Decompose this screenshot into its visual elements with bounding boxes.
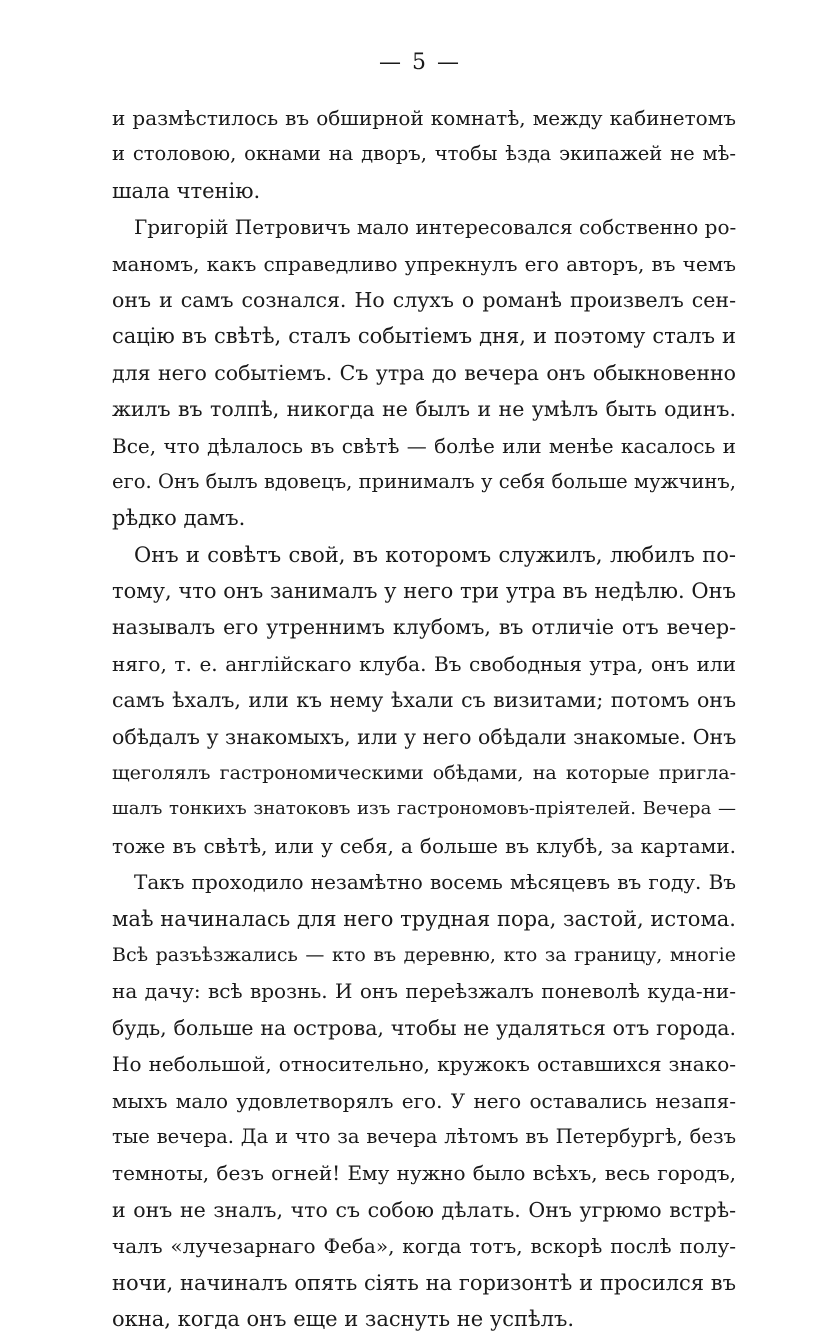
paragraph-1: [112, 100, 736, 209]
text-line: шала чтенію.: [112, 178, 261, 203]
text-line: для него событіемъ. Съ утра до вечера онъ обыкновенно: [112, 360, 736, 385]
page-number: — 5 —: [379, 50, 461, 75]
text-line: тоже въ свѣтѣ, или у себя, а больше въ клубѣ, за картами.: [112, 833, 736, 858]
text-line: Но небольшой, относительно, кружокъ оставшихся знако-: [112, 1052, 736, 1077]
text-line: Всѣ разъѣзжались — кто въ деревню, кто за границу, многіе: [112, 943, 736, 966]
paragraph-3: [112, 537, 736, 865]
text-line: Онъ и совѣтъ свой, въ которомъ служилъ, любилъ по-: [134, 542, 736, 567]
text-line: самъ ѣхалъ, или къ нему ѣхали съ визитами; потомъ онъ: [112, 688, 736, 713]
paragraph-2: [112, 209, 736, 537]
text-line: рѣдко дамъ.: [112, 506, 246, 531]
text-line: Григорій Петровичъ мало интересовался собственно ро-: [134, 215, 737, 240]
text-line: няго, т. е. англійскаго клуба. Въ свободныя утра, онъ или: [112, 651, 736, 676]
text-line: называлъ его утреннимъ клубомъ, въ отличіе отъ вечер-: [112, 615, 736, 640]
text-line: ночи, начиналъ опять сіять на горизонтѣ и просился въ: [112, 1270, 736, 1295]
text-line: будь, больше на острова, чтобы не удаляться отъ города.: [112, 1015, 736, 1040]
text-line: щеголялъ гастрономическими обѣдами, на которые пригла-: [112, 762, 736, 785]
text-line: и размѣстилось въ обширной комнатѣ, между кабинетомъ: [112, 106, 736, 130]
text-line: и столовою, окнами на дворъ, чтобы ѣзда экипажей не мѣ-: [112, 142, 736, 166]
text-line: тому, что онъ занималъ у него три утра въ недѣлю. Онъ: [112, 579, 736, 604]
paragraph-4: [112, 864, 736, 1337]
text-line: темноты, безъ огней! Ему нужно было всѣхъ, весь городъ,: [112, 1161, 736, 1186]
text-line: маномъ, какъ справедливо упрекнулъ его авторъ, въ чемъ: [112, 251, 736, 276]
text-line: жилъ въ толпѣ, никогда не былъ и не умѣлъ быть одинъ.: [112, 397, 736, 422]
text-line: тые вечера. Да и что за вечера лѣтомъ въ Петербургѣ, безъ: [112, 1124, 736, 1148]
text-line: его. Онъ былъ вдовецъ, принималъ у себя больше мужчинъ,: [112, 469, 736, 493]
text-line: чалъ «лучезарнаго Феба», когда тотъ, вскорѣ послѣ полу-: [112, 1234, 736, 1259]
text-line: обѣдалъ у знакомыхъ, или у него обѣдали знакомые. Онъ: [112, 724, 737, 749]
text-line: мыхъ мало удовлетворялъ его. У него оставались незапя-: [112, 1088, 736, 1113]
text-line: Все, что дѣлалось въ свѣтѣ — болѣе или менѣе касалось и: [112, 433, 736, 458]
text-line: Такъ проходило незамѣтно восемь мѣсяцевъ въ году. Въ: [134, 870, 736, 895]
text-line: и онъ не зналъ, что съ собою дѣлать. Онъ угрюмо встрѣ-: [112, 1197, 736, 1222]
body-text: [112, 100, 736, 1337]
text-line: сацію въ свѣтѣ, сталъ событіемъ дня, и поэтому сталъ и: [112, 324, 736, 349]
text-line: онъ и самъ сознался. Но слухъ о романѣ произвелъ сен-: [112, 287, 736, 312]
text-line: маѣ начиналась для него трудная пора, застой, истома.: [112, 906, 736, 931]
text-line: окна, когда онъ еще и заснуть не успѣлъ.: [112, 1306, 574, 1331]
text-line: шалъ тонкихъ знатоковъ изъ гастрономовъ-пріятелей. Вечера —: [112, 798, 736, 820]
text-line: на дачу: всѣ врознь. И онъ переѣзжалъ поневолѣ куда-ни-: [112, 979, 736, 1004]
